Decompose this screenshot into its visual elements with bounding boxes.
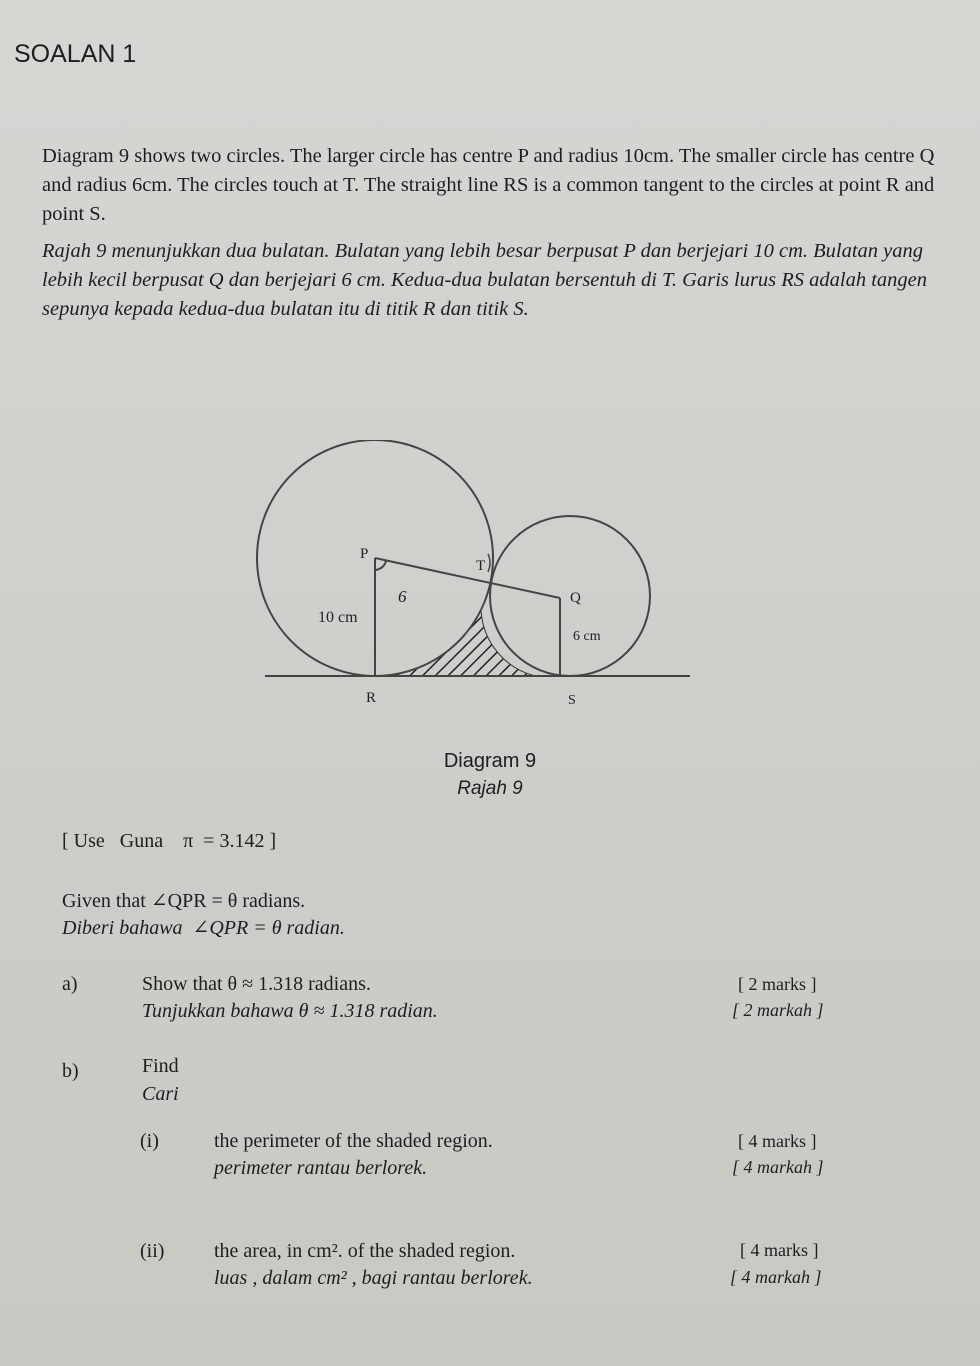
intro-malay: Rajah 9 menunjukkan dua bulatan. Bulatan yang lebih besar berpusat P dan berjejari 10 cm. Bulatan yang lebih kecil berpusat Q dan berjejari 6 cm. Kedua-dua bulatan bersentuh di T. Garis lurus RS adalah tangen sepunya kepada kedua-dua bulatan itu di titik R dan titik S. bbox=[42, 240, 928, 320]
question-b-i-label: (i) bbox=[140, 1130, 159, 1152]
question-b-ii-text-english: the area, in cm². of the shaded region. bbox=[214, 1240, 516, 1262]
question-a-marks-english: [ 2 marks ] bbox=[738, 974, 817, 994]
question-b-ii-marks-english: [ 4 marks ] bbox=[740, 1240, 819, 1260]
question-b-ii-text-malay: luas , dalam cm² , bagi rantau berlorek. bbox=[214, 1267, 533, 1289]
label-radius-small: 6 cm bbox=[573, 629, 601, 644]
question-b-i-marks-malay: [ 4 markah ] bbox=[732, 1157, 824, 1177]
question-a-marks-malay: [ 2 markah ] bbox=[732, 1000, 824, 1020]
question-a-text-english: Show that θ ≈ 1.318 radians. bbox=[142, 973, 371, 995]
angle-arc bbox=[375, 561, 386, 570]
label-theta: 6 bbox=[398, 587, 407, 606]
given-malay: Diberi bahawa ∠QPR = θ radian. bbox=[62, 917, 345, 939]
label-t: T bbox=[476, 558, 486, 574]
question-b-ii-label: (ii) bbox=[140, 1240, 165, 1262]
label-q: Q bbox=[570, 590, 581, 606]
page-title: SOALAN 1 bbox=[14, 40, 137, 68]
question-b-i-text-english: the perimeter of the shaded region. bbox=[214, 1130, 493, 1152]
question-a-label: a) bbox=[62, 973, 78, 995]
use-pi-note: [ Use Guna π = 3.142 ] bbox=[62, 830, 277, 852]
question-b-text-english: Find bbox=[142, 1055, 179, 1077]
intro-english: Diagram 9 shows two circles. The larger circle has centre P and radius 10cm. The smaller circle has centre Q and radius 6cm. The circles touch at T. The straight line RS is a common tangent to the circles at point R and point S. bbox=[42, 145, 935, 225]
given-english: Given that ∠QPR = θ radians. bbox=[62, 890, 306, 912]
diagram-9 bbox=[250, 440, 700, 720]
label-radius-large: 10 cm bbox=[318, 609, 358, 626]
question-b-i-marks-english: [ 4 marks ] bbox=[738, 1131, 817, 1151]
diagram-caption-malay: Rajah 9 bbox=[457, 778, 523, 799]
question-b-i-text-malay: perimeter rantau berlorek. bbox=[214, 1157, 428, 1179]
question-b-text-malay: Cari bbox=[142, 1083, 179, 1105]
label-s: S bbox=[568, 693, 576, 708]
shaded-region bbox=[375, 610, 535, 676]
label-p: P bbox=[360, 546, 369, 562]
question-b-ii-marks-malay: [ 4 markah ] bbox=[730, 1267, 822, 1287]
question-a-text-malay: Tunjukkan bahawa θ ≈ 1.318 radian. bbox=[142, 1000, 438, 1022]
diagram-caption-english: Diagram 9 bbox=[443, 750, 537, 772]
question-b-label: b) bbox=[62, 1060, 79, 1082]
label-r: R bbox=[366, 690, 377, 706]
